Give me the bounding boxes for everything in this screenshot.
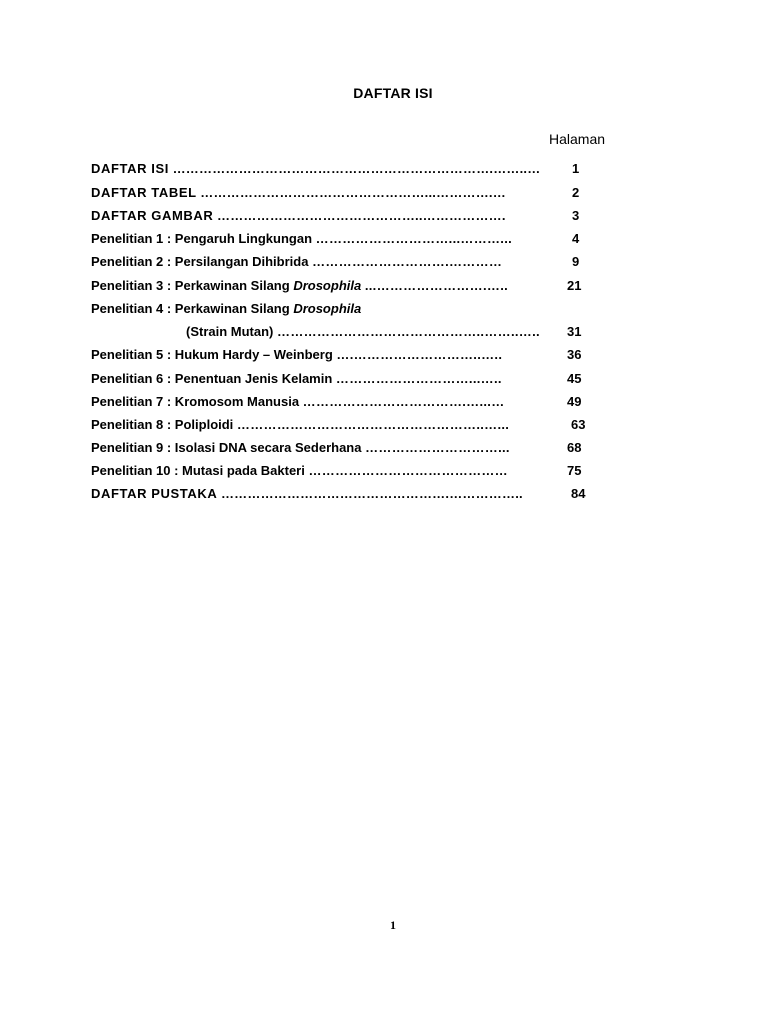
toc-page-number: 68 xyxy=(567,440,582,455)
toc-entry-label: DAFTAR TABEL xyxy=(91,185,197,200)
toc-entry-penelitian-1[interactable] xyxy=(91,230,512,248)
toc-leader-dots: …………………………………………….…………….. xyxy=(220,486,523,501)
toc-leader-dots: ………………………….………… xyxy=(312,254,503,269)
toc-page-number: 63 xyxy=(571,417,586,432)
page-title: DAFTAR ISI xyxy=(353,85,433,101)
toc-page-number: 21 xyxy=(567,278,582,293)
toc-entry-label: Penelitian 3 : Perkawinan Silang xyxy=(91,278,290,293)
toc-page-number: 2 xyxy=(572,185,580,200)
toc-entry-penelitian-4-subtitle[interactable] xyxy=(186,323,540,341)
toc-leader-dots: ………………………………………..………………. xyxy=(217,208,506,223)
toc-entry-label: DAFTAR ISI xyxy=(91,161,169,176)
toc-page-number: 84 xyxy=(571,486,586,501)
toc-page-number: 75 xyxy=(567,463,582,478)
toc-page-number: 49 xyxy=(567,394,582,409)
toc-entry-penelitian-7[interactable] xyxy=(91,393,505,411)
toc-leader-dots: ……………………………………… xyxy=(308,463,508,478)
toc-entry-penelitian-10[interactable] xyxy=(91,462,508,480)
toc-page-number: 45 xyxy=(567,371,582,386)
toc-entry-label: (Strain Mutan) xyxy=(186,324,274,339)
toc-entry-daftar-pustaka[interactable] xyxy=(91,485,523,503)
toc-leader-dots: …………………………...………... xyxy=(315,231,513,246)
toc-entry-label: Penelitian 5 : Hukum Hardy – Weinberg xyxy=(91,347,333,362)
toc-entry-daftar-gambar[interactable] xyxy=(91,207,506,225)
toc-entry-label: Penelitian 6 : Penentuan Jenis Kelamin xyxy=(91,371,333,386)
toc-leader-dots: ……………………………….…...… xyxy=(302,394,505,409)
toc-entry-label: Penelitian 2 : Persilangan Dihibrida xyxy=(91,254,309,269)
toc-leader-dots: ……………………………………………………………….……..… xyxy=(172,161,541,176)
toc-entry-penelitian-2[interactable] xyxy=(91,253,502,271)
toc-entry-daftar-tabel[interactable] xyxy=(91,184,506,202)
toc-entry-italic-term: Drosophila xyxy=(293,301,362,316)
toc-page-number: 3 xyxy=(572,208,580,223)
toc-entry-penelitian-5[interactable] xyxy=(91,346,502,364)
toc-page-number: 4 xyxy=(572,231,580,246)
toc-entry-label: Penelitian 8 : Poliploidi xyxy=(91,417,234,432)
toc-entry-daftar-isi[interactable] xyxy=(91,160,540,178)
footer-page-number: 1 xyxy=(390,918,396,932)
toc-page-number: 9 xyxy=(572,254,580,269)
toc-entry-label: Penelitian 9 : Isolasi DNA secara Sederhana xyxy=(91,440,362,455)
page-column-header: Halaman xyxy=(549,131,606,147)
toc-entry-label: DAFTAR PUSTAKA xyxy=(91,486,218,501)
toc-entry-penelitian-6[interactable] xyxy=(91,370,502,388)
toc-leader-dots: ….………………………..….. xyxy=(336,347,503,362)
toc-page-number: 36 xyxy=(567,347,582,362)
toc-entry-label: Penelitian 4 : Perkawinan Silang xyxy=(91,301,290,316)
toc-entry-label: Penelitian 7 : Kromosom Manusia xyxy=(91,394,300,409)
toc-leader-dots: ...…………………….….. xyxy=(364,278,509,293)
toc-entry-penelitian-4[interactable] xyxy=(91,300,361,318)
toc-entry-label: Penelitian 1 : Pengaruh Lingkungan xyxy=(91,231,313,246)
toc-entry-penelitian-3[interactable] xyxy=(91,277,508,295)
toc-leader-dots: ……………………………………………...………….… xyxy=(200,185,506,200)
toc-entry-label: DAFTAR GAMBAR xyxy=(91,208,214,223)
toc-leader-dots: …………………………... xyxy=(365,440,510,455)
toc-entry-label: Penelitian 10 : Mutasi pada Bakteri xyxy=(91,463,305,478)
toc-entry-penelitian-9[interactable] xyxy=(91,439,510,457)
toc-leader-dots: ………………………………………………..…... xyxy=(236,417,510,432)
toc-entry-italic-term: Drosophila xyxy=(293,278,362,293)
toc-leader-dots: …………………………...….. xyxy=(335,371,502,386)
toc-entry-penelitian-8[interactable] xyxy=(91,416,509,434)
toc-page-number: 1 xyxy=(572,161,580,176)
toc-page-number: 31 xyxy=(567,324,582,339)
toc-leader-dots: ………………………………………..……..….. xyxy=(277,324,540,339)
